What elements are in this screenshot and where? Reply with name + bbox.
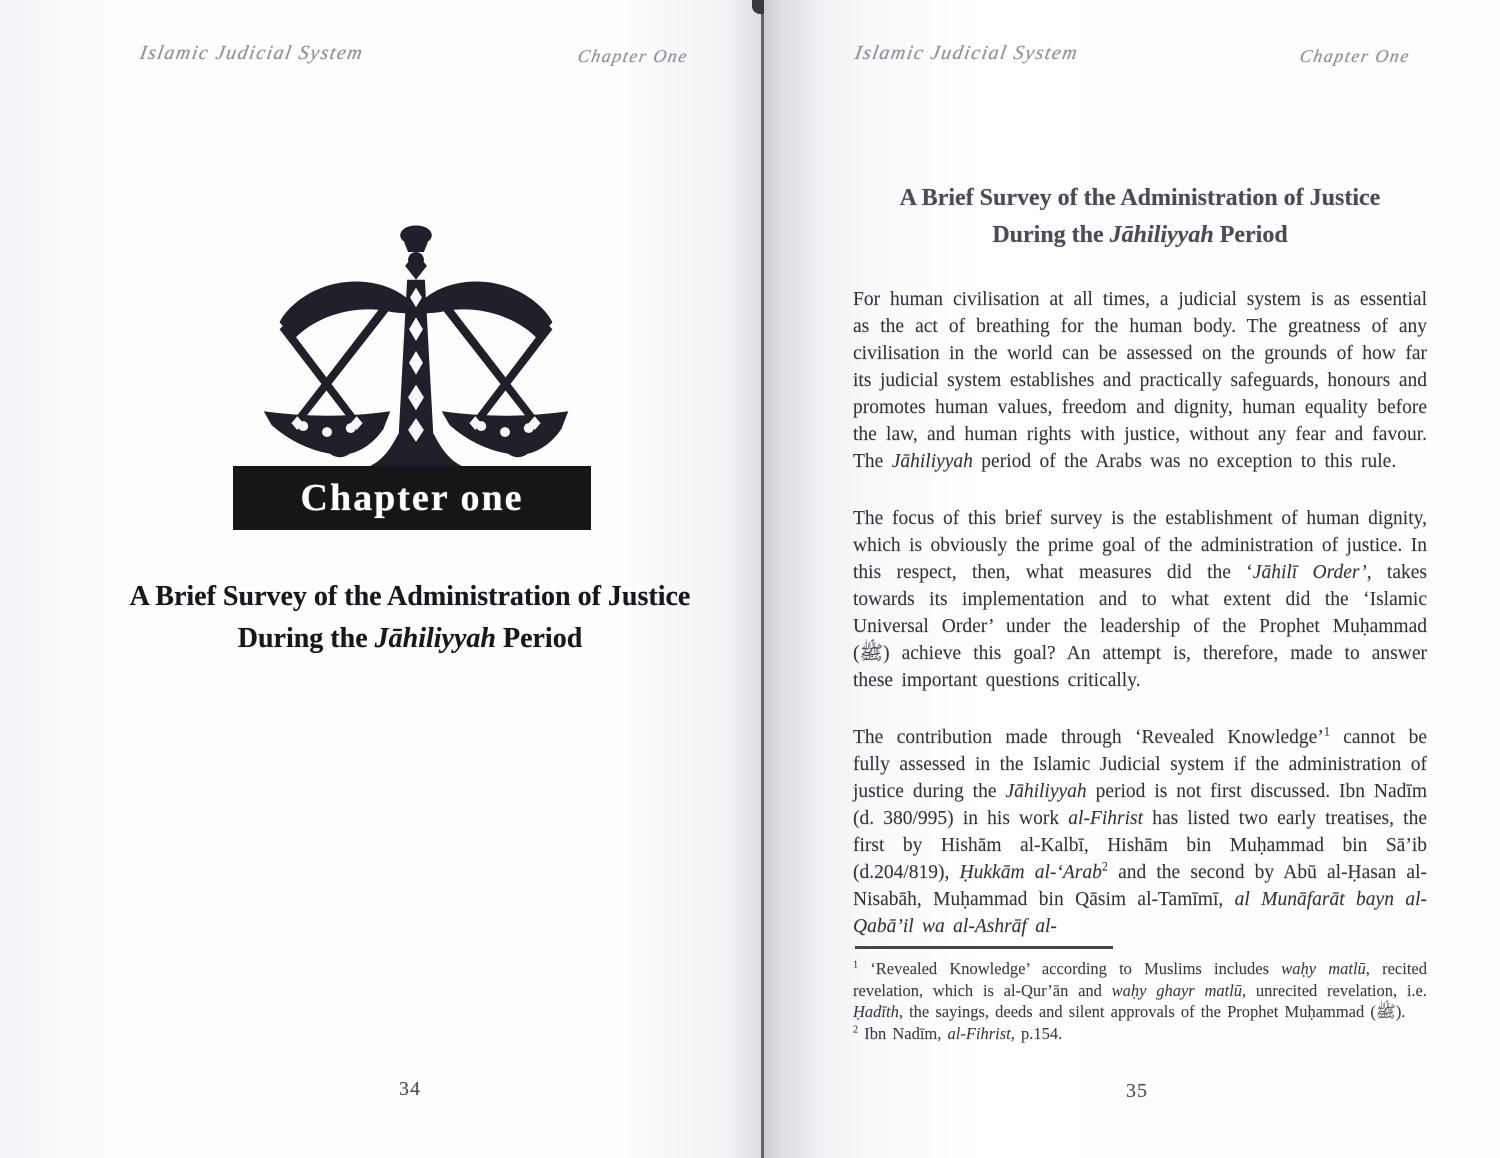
footnote: $^1$ ‘Revealed Knowledge’ according to Muslims includes waḥy matlū, recited revelation, which is al-Qur’ān and waḥy ghayr matlū, unrecited revelation, i.e. Ḥadīth, the sayings, deeds and silent approvals of the Prophet Muḥammad (ﷺ).	[853, 959, 1427, 1021]
running-head-chapter-right: Chapter One	[1298, 46, 1412, 66]
left-page-number: 34	[399, 1078, 421, 1100]
left-chapter-title-line2: During the Jāhiliyyah Period	[237, 623, 583, 654]
paragraph: The focus of this brief survey is the establishment of human dignity, which is obviously the prime goal of the administration of justice. In this respect, then, what measures did the ‘Jāhilī Order’, takes towards its implementation and to what extent did the ‘Islamic Universal Order’ under the leadership of the Prophet Muḥammad (ﷺ) achieve this goal? An attempt is, therefore, made to answer these important questions critically.	[853, 508, 1428, 691]
running-head-book-title: Islamic Judicial System	[138, 42, 366, 64]
chapter-banner-label: Chapter one	[300, 477, 524, 519]
paragraph: For human civilisation at all times, a judicial system is as essential as the act of breathing for the human body. The greatness of any civilisation in the world can be assessed on the grounds of how far its judicial system establishes and practically safeguards, honours and promotes human values, freedom and dignity, human equality before the law, and human rights with justice, without any fear and favour. The Jāhiliyyah period of the Arabs was no exception to this rule.	[853, 289, 1427, 472]
footnote-separator-rule	[855, 946, 1113, 949]
right-section-title-line2: During the Jāhiliyyah Period	[992, 222, 1288, 248]
footnotes	[853, 958, 1427, 1044]
right-section-title	[853, 180, 1427, 254]
footnote: $^2$ Ibn Nadīm, al-Fihrist, p.154.	[853, 1023, 1063, 1043]
body-text	[853, 286, 1427, 970]
running-head-chapter: Chapter One	[576, 46, 690, 66]
scales-of-justice-icon	[238, 222, 594, 470]
paragraph: The contribution made through ‘Revealed Knowledge’$^1$ cannot be fully assessed in the Islamic Judicial system if the administration of justice during the Jāhiliyyah period is not first discussed. Ibn Nadīm (d. 380/995) in his work al-Fihrist has listed two early treatises, the first by Hishām al-Kalbī, Hishām bin Muḥammad bin Sā’ib (d.204/819), Ḥukkām al-‘Arab$^2$ and the second by Abū al-Ḥasan al-Nisabāh, Muḥammad bin Qāsim al-Tamīmī, al Munāfarāt bayn al-Qabā’il wa al-Ashrāf al-	[853, 724, 1428, 937]
running-head-book-title-right: Islamic Judicial System	[853, 42, 1081, 64]
left-chapter-title-line1: A Brief Survey of the Administration of Justice	[129, 581, 691, 612]
right-section-title-line1: A Brief Survey of the Administration of Justice	[899, 185, 1381, 211]
chapter-banner	[233, 466, 591, 530]
right-page-number: 35	[1126, 1080, 1148, 1102]
left-chapter-title	[85, 576, 735, 660]
